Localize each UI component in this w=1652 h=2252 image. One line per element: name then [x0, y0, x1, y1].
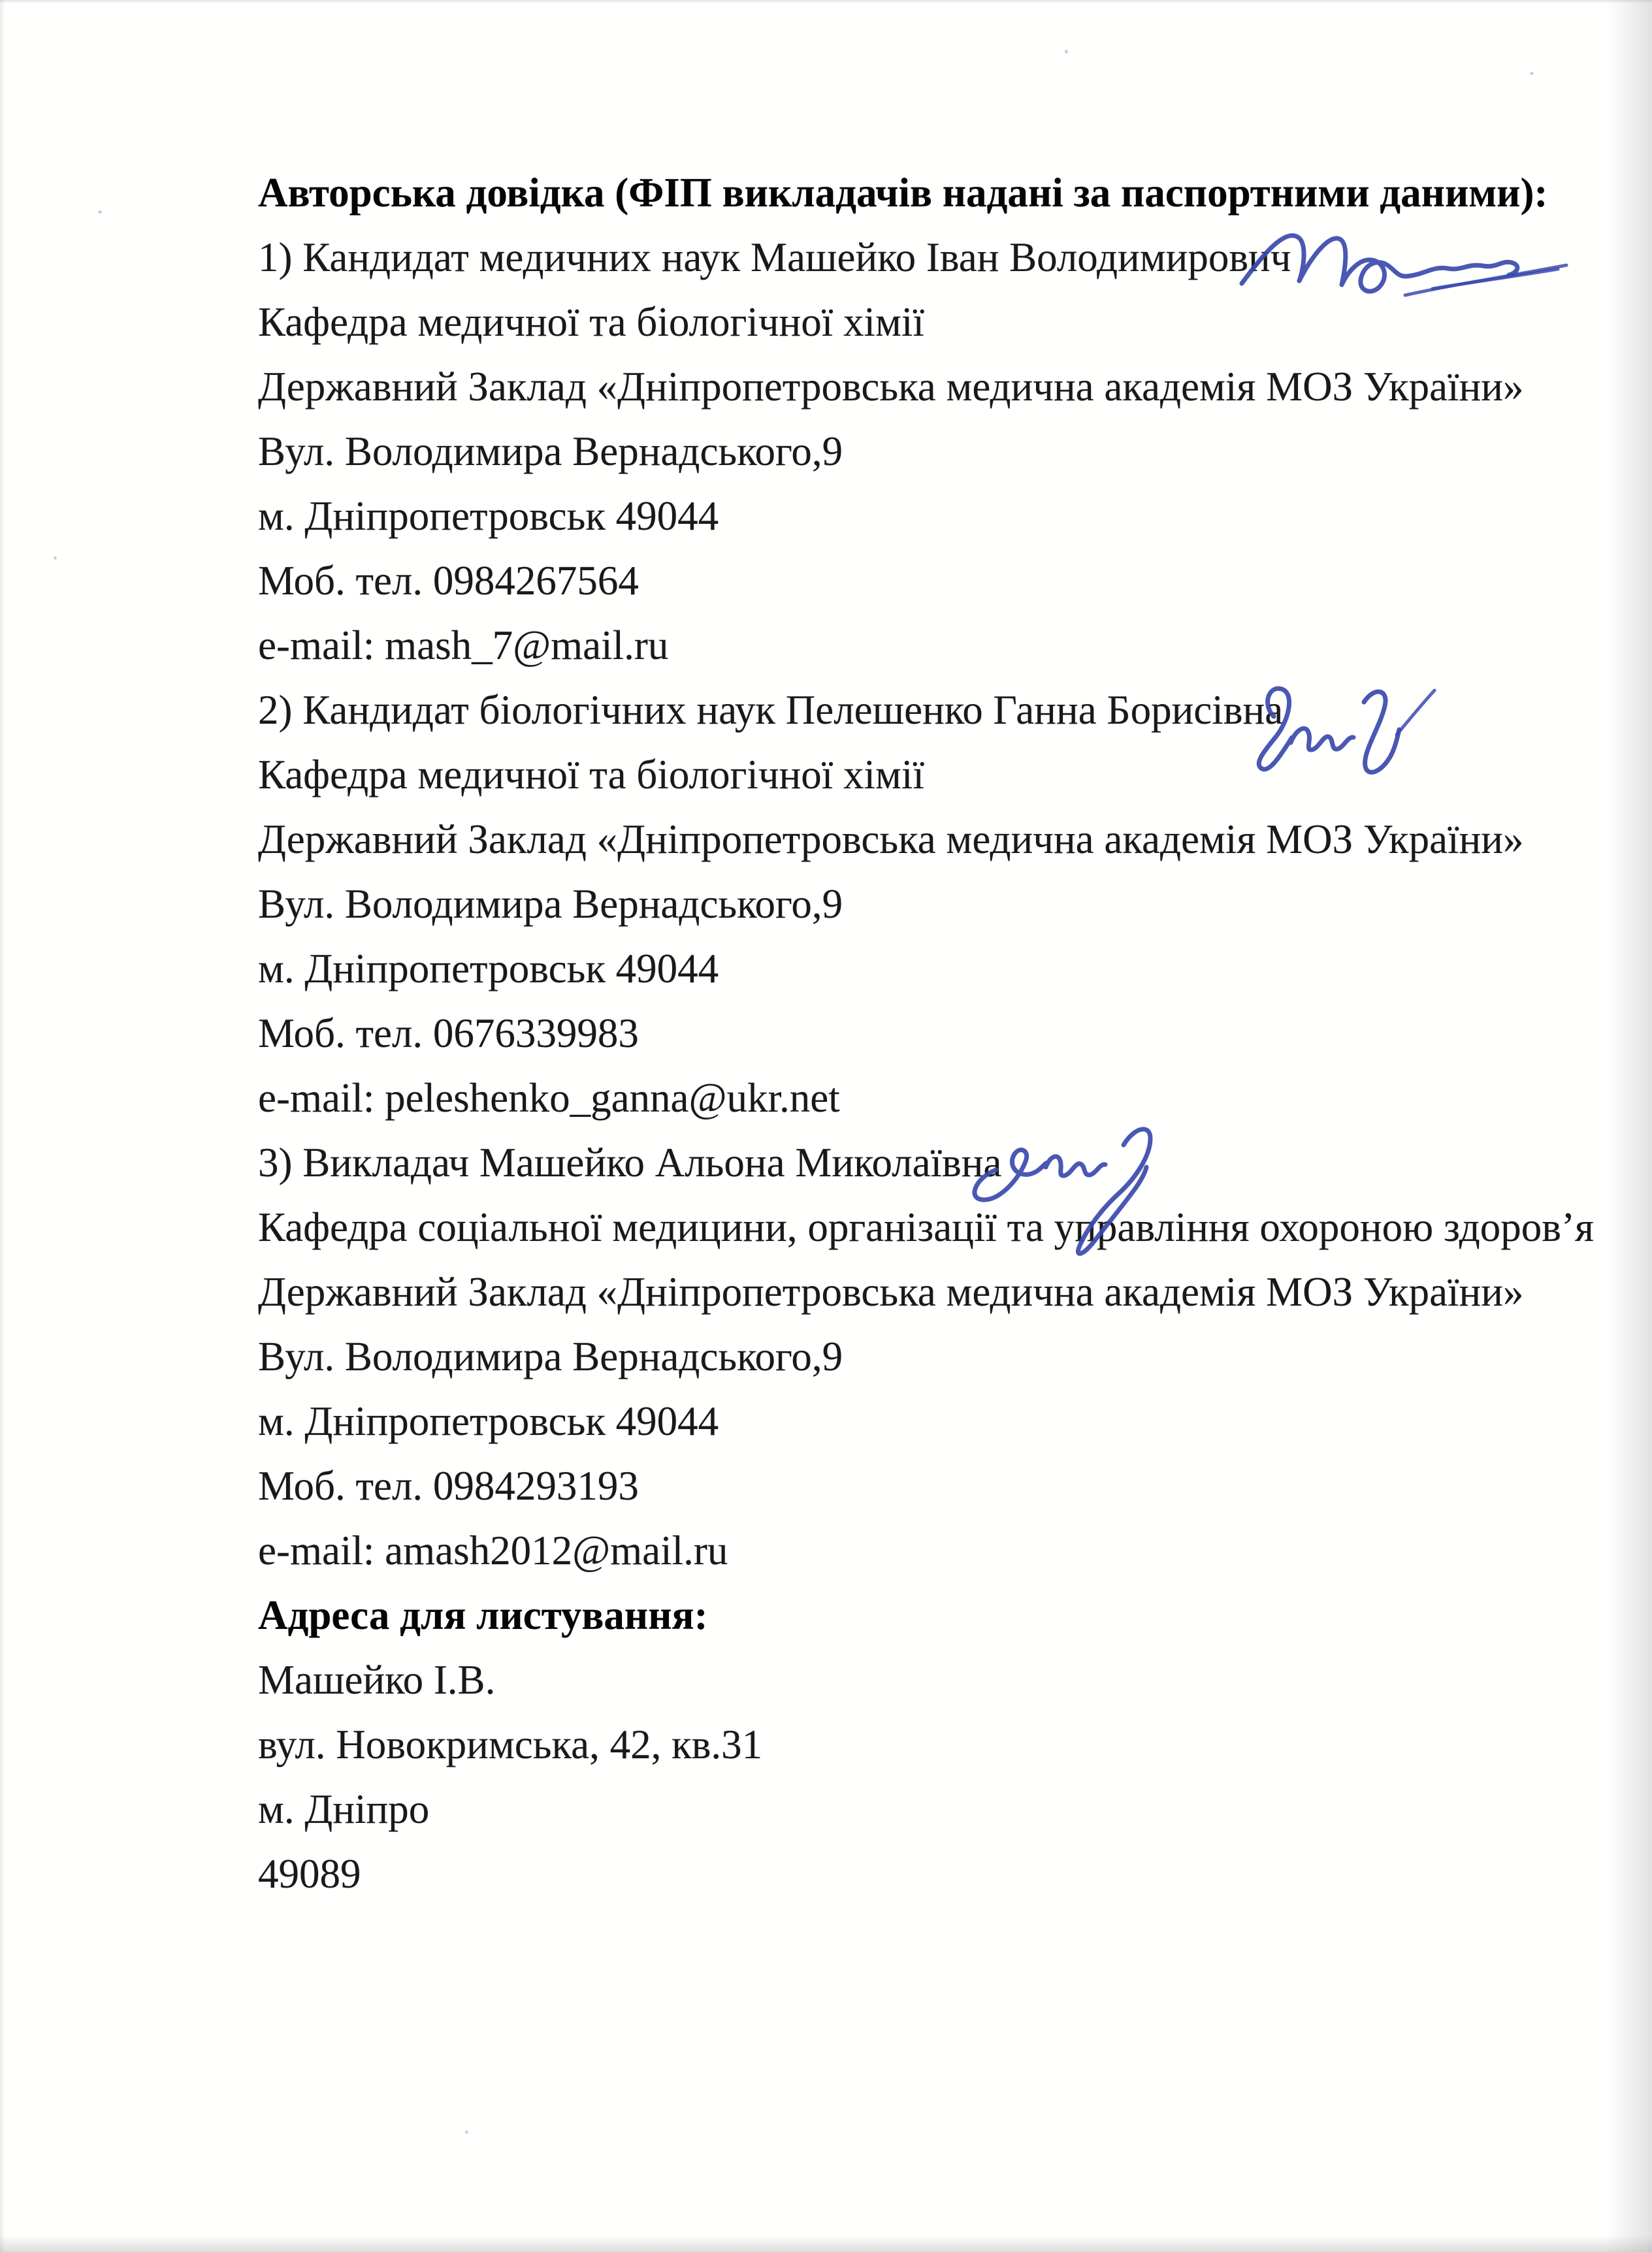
document-body	[258, 161, 1594, 1906]
paper-speck	[54, 556, 57, 560]
scan-edge-right	[1606, 0, 1652, 2252]
author-1-street: Вул. Володимира Вернадського,9	[258, 428, 843, 474]
correspondence-recipient: Машейко І.В.	[258, 1657, 496, 1703]
author-2-institution: Державний Заклад «Дніпропетровська медична академія МОЗ України»	[258, 816, 1524, 862]
paper-speck	[1530, 72, 1534, 75]
scan-edge-bottom	[0, 2235, 1652, 2252]
correspondence-postal-code: 49089	[258, 1851, 361, 1897]
author-1-name-line: 1) Кандидат медичних наук Машейко Іван Володимирович	[258, 234, 1291, 280]
author-3-phone: Моб. тел. 0984293193	[258, 1463, 639, 1509]
paper-speck	[98, 210, 102, 214]
author-2-phone: Моб. тел. 0676339983	[258, 1010, 639, 1056]
author-1-city: м. Дніпропетровськ 49044	[258, 493, 719, 539]
author-2-department: Кафедра медичної та біологічної хімії	[258, 752, 924, 797]
author-block-2	[258, 678, 1551, 1131]
paper-speck	[465, 2131, 468, 2134]
author-3-name-line: 3) Викладач Машейко Альона Миколаївна	[258, 1140, 1002, 1185]
correspondence-block	[258, 1583, 1551, 1906]
author-block-1	[258, 225, 1551, 678]
author-2-street: Вул. Володимира Вернадського,9	[258, 881, 843, 927]
author-3-department: Кафедра соціальної медицини, організації та управління охороною здоров’я	[258, 1204, 1594, 1250]
correspondence-heading: Адреса для листування:	[258, 1592, 708, 1638]
correspondence-street: вул. Новокримська, 42, кв.31	[258, 1722, 763, 1767]
author-3-institution: Державний Заклад «Дніпропетровська медична академія МОЗ України»	[258, 1269, 1524, 1315]
author-3-city: м. Дніпропетровськ 49044	[258, 1398, 719, 1444]
scan-edge-top	[0, 0, 1652, 3]
author-1-phone: Моб. тел. 0984267564	[258, 558, 639, 603]
author-2-email: e-mail: peleshenko_ganna@ukr.net	[258, 1075, 840, 1121]
author-3-email: e-mail: amash2012@mail.ru	[258, 1528, 728, 1573]
author-2-city: м. Дніпропетровськ 49044	[258, 946, 719, 991]
author-3-street: Вул. Володимира Вернадського,9	[258, 1334, 843, 1379]
correspondence-city: м. Дніпро	[258, 1786, 430, 1832]
author-1-institution: Державний Заклад «Дніпропетровська медична академія МОЗ України»	[258, 364, 1524, 410]
author-1-email: e-mail: mash_7@mail.ru	[258, 622, 669, 668]
author-1-department: Кафедра медичної та біологічної хімії	[258, 299, 924, 345]
scan-edge-left	[0, 0, 5, 2252]
author-block-3	[258, 1131, 1594, 1583]
paper-speck	[1065, 50, 1068, 54]
author-2-name-line: 2) Кандидат біологічних наук Пелешенко Ганна Борисівна	[258, 687, 1284, 733]
document-title: Авторська довідка (ФІП викладачів надані за паспортними даними):	[258, 170, 1548, 216]
